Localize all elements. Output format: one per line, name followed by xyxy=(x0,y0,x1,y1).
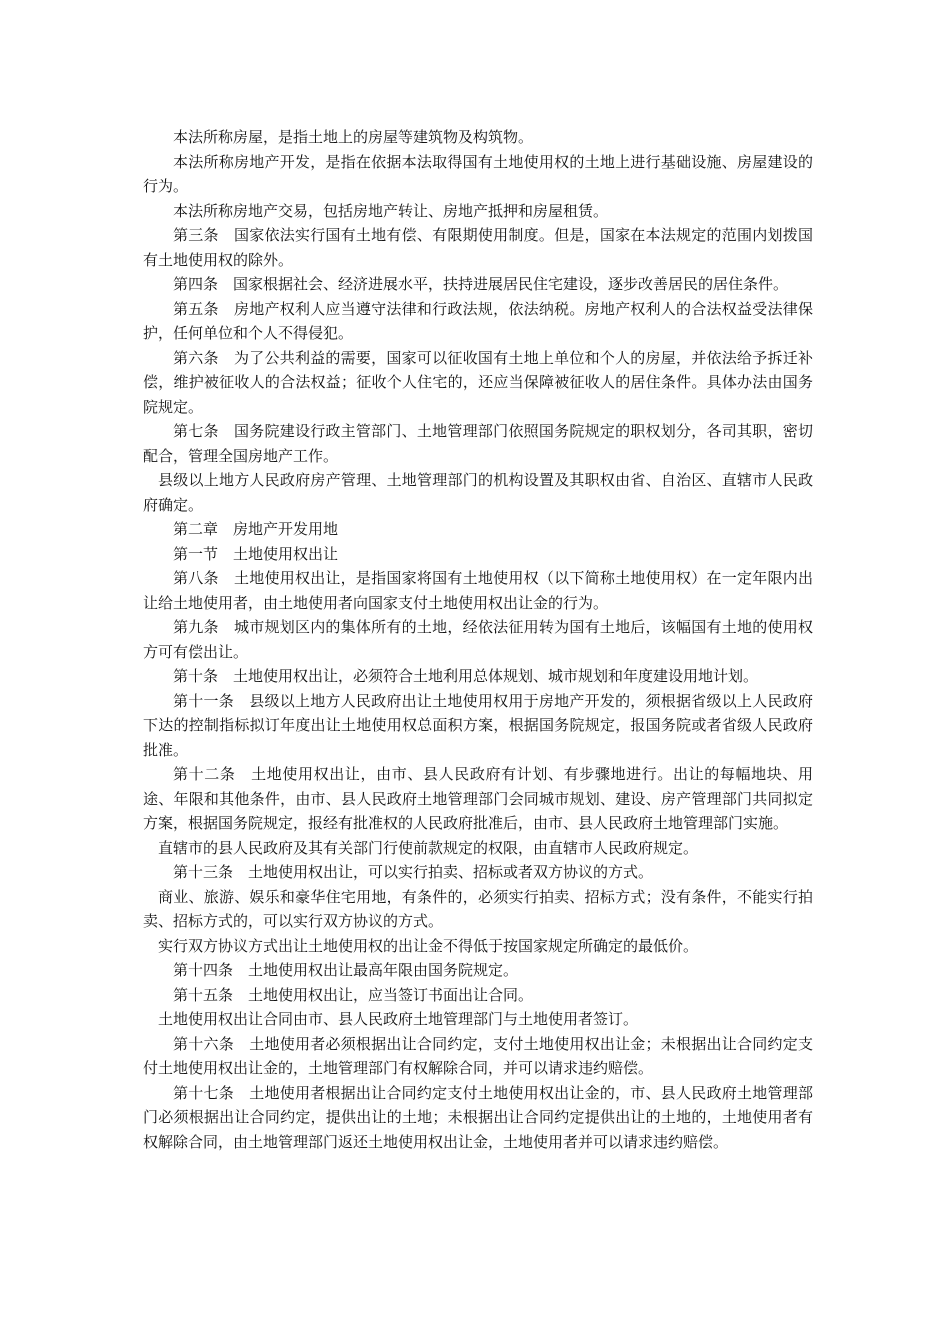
paragraph: 本法所称房地产开发，是指在依据本法取得国有土地使用权的土地上进行基础设施、房屋建设的行为。 xyxy=(143,152,813,195)
article-paragraph: 第十五条 土地使用权出让，应当签订书面出让合同。 xyxy=(173,985,534,1004)
paragraph: 县级以上地方人民政府房产管理、土地管理部门的机构设置及其职权由省、自治区、直辖市人民政府确定。 xyxy=(143,471,813,514)
section-heading: 第一节 土地使用权出让 xyxy=(173,544,339,563)
article-paragraph: 第三条 国家依法实行国有土地有偿、有限期使用制度。但是，国家在本法规定的范围内划拨国有土地使用权的除外。 xyxy=(143,226,813,269)
paragraph: 商业、旅游、娱乐和豪华住宅用地，有条件的，必须实行拍卖、招标方式；没有条件，不能实行拍卖、招标方式的，可以实行双方协议的方式。 xyxy=(143,887,813,930)
paragraph: 实行双方协议方式出让土地使用权的出让金不得低于按国家规定所确定的最低价。 xyxy=(158,936,699,955)
article-paragraph: 第十一条 县级以上地方人民政府出让土地使用权用于房地产开发的，须根据省级以上人民政府下达的控制指标拟订年度出让土地使用权总面积方案，根据国务院规定，报国务院或者省级人民政府批准。 xyxy=(143,691,813,759)
article-paragraph: 第十七条 土地使用者根据出让合同约定支付土地使用权出让金的，市、县人民政府土地管理部门必须根据出让合同约定，提供出让的土地；未根据出让合同约定提供出让的土地的，土地使用者有权解除合同，由土地管理部门返还土地使用权出让金，土地使用者并可以请求违约赔偿。 xyxy=(143,1083,813,1151)
document-body xyxy=(143,125,813,1154)
article-paragraph: 第四条 国家根据社会、经济进展水平，扶持进展居民住宅建设，逐步改善居民的居住条件。 xyxy=(173,275,789,293)
article-paragraph: 第十二条 土地使用权出让，由市、县人民政府有计划、有步骤地进行。出让的每幅地块、用途、年限和其他条件，由市、县人民政府土地管理部门会同城市规划、建设、房产管理部门共同拟定方案，根据国务院规定，报经有批准权的人民政府批准后，由市、县人民政府土地管理部门实施。 xyxy=(143,765,813,832)
paragraph: 本法所称房屋，是指土地上的房屋等建筑物及构筑物。 xyxy=(173,128,534,146)
article-paragraph: 第十四条 土地使用权出让最高年限由国务院规定。 xyxy=(173,961,519,979)
paragraph: 本法所称房地产交易，包括房地产转让、房地产抵押和房屋租赁。 xyxy=(173,201,609,220)
paragraph: 土地使用权出让合同由市、县人民政府土地管理部门与土地使用者签订。 xyxy=(158,1010,639,1028)
article-paragraph: 第十六条 土地使用者必须根据出让合同约定，支付土地使用权出让金；未根据出让合同约定支付土地使用权出让金的，土地管理部门有权解除合同，并可以请求违约赔偿。 xyxy=(143,1034,813,1077)
article-paragraph: 第十条 土地使用权出让，必须符合土地利用总体规划、城市规划和年度建设用地计划。 xyxy=(173,667,759,685)
article-paragraph: 第八条 土地使用权出让，是指国家将国有土地使用权（以下简称土地使用权）在一定年限内出让给土地使用者，由土地使用者向国家支付土地使用权出让金的行为。 xyxy=(143,569,813,612)
chapter-heading: 第二章 房地产开发用地 xyxy=(173,520,339,538)
article-paragraph: 第七条 国务院建设行政主管部门、土地管理部门依照国务院规定的职权划分，各司其职，密切配合，管理全国房地产工作。 xyxy=(143,422,813,465)
article-paragraph: 第九条 城市规划区内的集体所有的土地，经依法征用转为国有土地后，该幅国有土地的使用权方可有偿出让。 xyxy=(143,618,813,661)
article-paragraph: 第十三条 土地使用权出让，可以实行拍卖、招标或者双方协议的方式。 xyxy=(173,863,654,881)
article-paragraph: 第五条 房地产权利人应当遵守法律和行政法规，依法纳税。房地产权利人的合法权益受法律保护，任何单位和个人不得侵犯。 xyxy=(143,299,813,342)
article-paragraph: 第六条 为了公共利益的需要，国家可以征收国有土地上单位和个人的房屋，并依法给予拆迁补偿，维护被征收人的合法权益；征收个人住宅的，还应当保障被征收人的居住条件。具体办法由国务院规定。 xyxy=(143,348,813,416)
paragraph: 直辖市的县人民政府及其有关部门行使前款规定的权限，由直辖市人民政府规定。 xyxy=(158,838,699,857)
